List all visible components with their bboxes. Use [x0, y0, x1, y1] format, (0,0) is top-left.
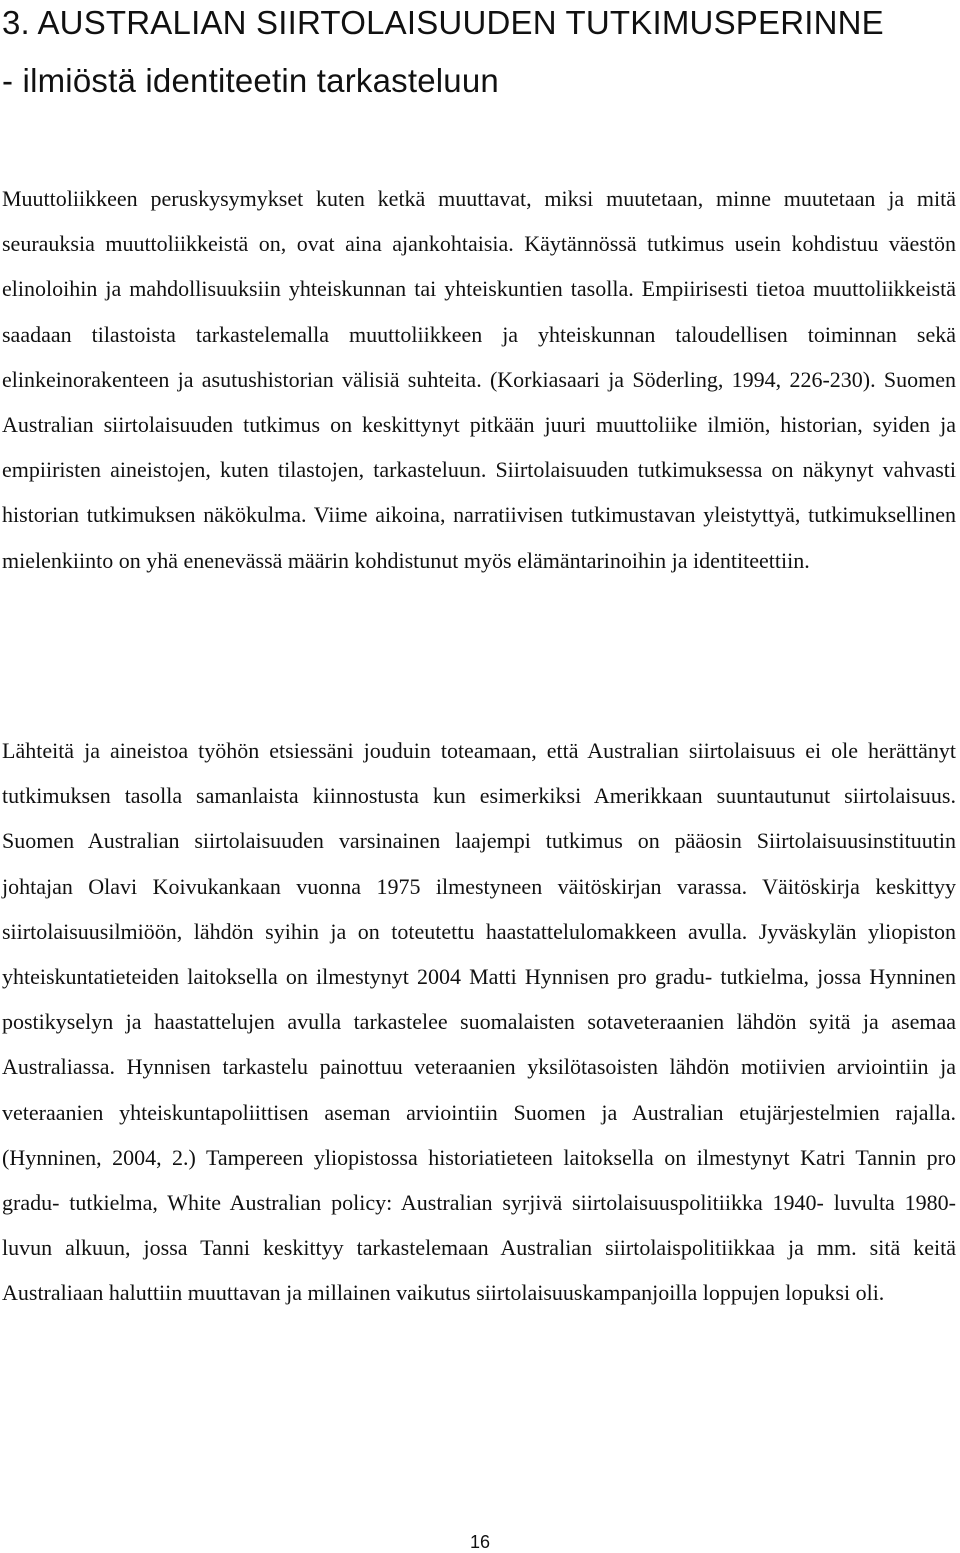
- chapter-heading-line-2: - ilmiöstä identiteetin tarkasteluun: [2, 62, 499, 99]
- chapter-heading-line-1: 3. AUSTRALIAN SIIRTOLAISUUDEN TUTKIMUSPERINNE: [2, 4, 884, 41]
- page-number: 16: [469, 1532, 491, 1552]
- chapter-heading: [2, 0, 958, 110]
- body-paragraph-2: Lähteitä ja aineistoa työhön etsiessäni jouduin toteamaan, että Australian siirtolaisuus ei ole herättänyt tutkimuksen tasolla samanlaista kiinnostusta kun esimerkiksi Amerikkaan suuntautunut siirtolaisuus. Suomen Australian siirtolaisuuden varsinainen laajempi tutkimus on pääosin Siirtolaisuusinstituutin johtajan Olavi Koivukankaan vuonna 1975 ilmestyneen väitöskirjan varassa. Väitöskirja keskittyy siirtolaisuusilmiöön, lähdön syihin ja on toteutettu haastattelulomakkeen avulla. Jyväskylän yliopiston yhteiskuntatieteiden laitoksella on ilmestynyt 2004 Matti Hynnisen pro gradu- tutkielma, jossa Hynninen postikyselyn ja haastattelujen avulla tarkastelee suomalaisten sotaveteraanien lähdön syitä ja asemaa Australiassa. Hynnisen tarkastelu painottuu veteraanien yksilötasoisten lähdön motiivien arviointiin ja veteraanien yhteiskuntapoliittisen aseman arviointiin Suomen ja Australian etujärjestelmien rajalla. (Hynninen, 2004, 2.) Tampereen yliopistossa historiatieteen laitoksella on ilmestynyt Katri Tannin pro gradu- tutkielma, White Australian policy: Australian syrjivä siirtolaisuuspolitiikka 1940- luvulta 1980- luvun alkuun, jossa Tanni keskittyy tarkastelemaan Australian siirtolaispolitiikkaa ja mm. sitä keitä Australiaan haluttiin muuttavan ja millainen vaikutus siirtolaisuuskampanjoilla loppujen lopuksi oli.: [2, 738, 956, 1306]
- body-paragraph-1: Muuttoliikkeen peruskysymykset kuten ketkä muuttavat, miksi muutetaan, minne muutetaan ja mitä seurauksia muuttoliikkeistä on, ovat aina ajankohtaisia. Käytännössä tutkimus usein kohdistuu väestön elinoloihin ja mahdollisuuksiin yhteiskunnan tai yhteiskuntien tasolla. Empiirisesti tietoa muuttoliikkeistä saadaan tilastoista tarkastelemalla muuttoliikkeen ja yhteiskunnan taloudellisen toiminnan sekä elinkeinorakenteen ja asutushistorian välisiä suhteita. (Korkiasaari ja Söderling, 1994, 226-230). Suomen Australian siirtolaisuuden tutkimus on keskittynyt pitkään juuri muuttoliike ilmiön, historian, syiden ja empiiristen aineistojen, kuten tilastojen, tarkasteluun. Siirtolaisuuden tutkimuksessa on näkynyt vahvasti historian tutkimuksen näkökulma. Viime aikoina, narratiivisen tutkimustavan yleistyttyä, tutkimuksellinen mielenkiinto on yhä enenevässä määrin kohdistunut myös elämäntarinoihin ja identiteettiin.: [2, 186, 956, 573]
